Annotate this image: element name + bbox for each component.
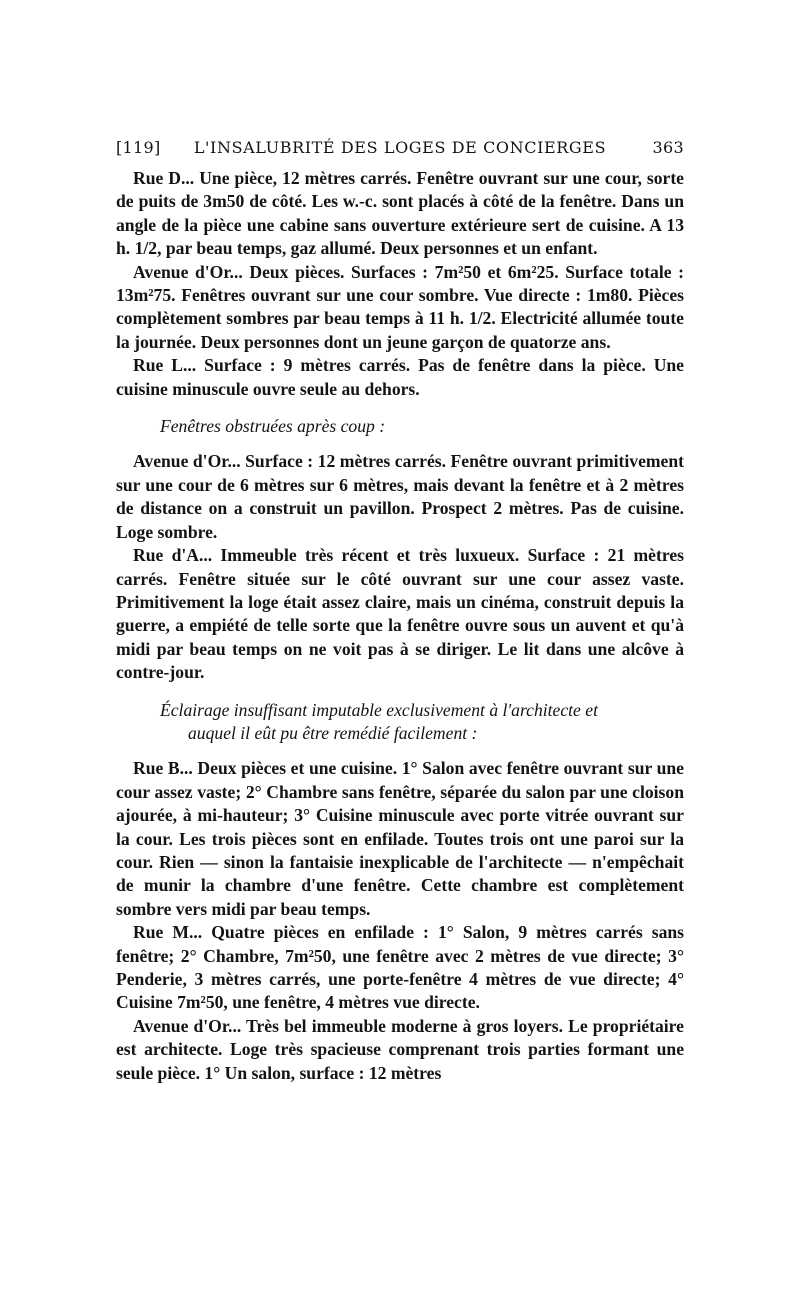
- section-heading-insufficient-lighting: [116, 699, 684, 746]
- paragraph-rue-b: Rue B... Deux pièces et une cuisine. 1° Salon avec fenêtre ouvrant sur une cour assez vaste; 2° Chambre sans fenêtre, séparée du salon par une cloison ajourée, à mi-hauteur; 3° Cuisine minuscule avec porte vitrée ouvrant sur la cour. Les trois pièces sont en enfilade. Toutes trois ont une paroi sur la cour. Rien — sinon la fantaisie inexplicable de l'architecte — n'empêchait de munir la chambre d'une fenêtre. Cette chambre est complètement sombre vers midi par beau temps.: [116, 758, 684, 919]
- paragraph-avenue-dor-2: Avenue d'Or... Surface : 12 mètres carrés. Fenêtre ouvrant primitivement sur une cour de 6 mètres sur 6 mètres, mais devant la fenêtre et à 2 mètres de distance on a construit un pavillon. Prospect 2 mètres. Pas de cuisine. Loge sombre.: [116, 451, 684, 542]
- paragraph-avenue-dor-1: Avenue d'Or... Deux pièces. Surfaces : 7m²50 et 6m²25. Surface totale : 13m²75. Fenêtres ouvrant sur une cour sombre. Vue directe : 1m80. Pièces complètement sombres par beau temps à 11 h. 1/2. Electricité allumée toute la journée. Deux personnes dont un jeune garçon de quatorze ans.: [116, 261, 684, 352]
- book-page: [116, 138, 684, 1085]
- running-title: L'INSALUBRITÉ DES LOGES DE CONCIERGES: [193, 138, 607, 157]
- running-head: [116, 138, 684, 157]
- page-number: 363: [652, 138, 684, 157]
- section-folio: [119]: [116, 138, 161, 157]
- paragraph-rue-d: Rue D... Une pièce, 12 mètres carrés. Fenêtre ouvrant sur une cour, sorte de puits de 3m50 de côté. Les w.-c. sont placés à côté de la fenêtre. Dans un angle de la pièce une cabine sans ouverture extérieure sert de cuisine. A 13 h. 1/2, par beau temps, gaz allumé. Deux personnes et un enfant.: [116, 168, 684, 259]
- section-heading-obstructed-windows: Fenêtres obstruées après coup :: [160, 416, 386, 437]
- paragraph-avenue-dor-3: Avenue d'Or... Très bel immeuble moderne à gros loyers. Le propriétaire est architecte. Loge très spacieuse comprenant trois parties formant une seule pièce. 1° Un salon, surface : 12 mètres: [116, 1015, 684, 1083]
- paragraph-rue-l: Rue L... Surface : 9 mètres carrés. Pas de fenêtre dans la pièce. Une cuisine minuscule ouvre seule au dehors.: [116, 355, 684, 399]
- paragraph-rue-m: Rue M... Quatre pièces en enfilade : 1° Salon, 9 mètres carrés sans fenêtre; 2° Chambre, 7m²50, une fenêtre avec 2 mètres de vue directe; 3° Penderie, 3 mètres carrés, une porte-fenêtre 4 mètres de vue directe; 4° Cuisine 7m²50, une fenêtre, 4 mètres vue directe.: [116, 922, 684, 1013]
- heading-line-1: Éclairage insuffisant imputable exclusivement à l'architecte et: [160, 699, 598, 720]
- paragraph-rue-da: Rue d'A... Immeuble très récent et très luxueux. Surface : 21 mètres carrés. Fenêtre située sur le côté ouvrant sur une cour assez vaste. Primitivement la loge était assez claire, mais un cinéma, construit depuis la guerre, a empiété de telle sorte que la fenêtre ouvre sous un auvent et qu'à midi par beau temps on ne voit pas à se diriger. Le lit dans une alcôve à contre-jour.: [116, 545, 684, 683]
- heading-line-2: auquel il eût pu être remédié facilement :: [188, 722, 478, 743]
